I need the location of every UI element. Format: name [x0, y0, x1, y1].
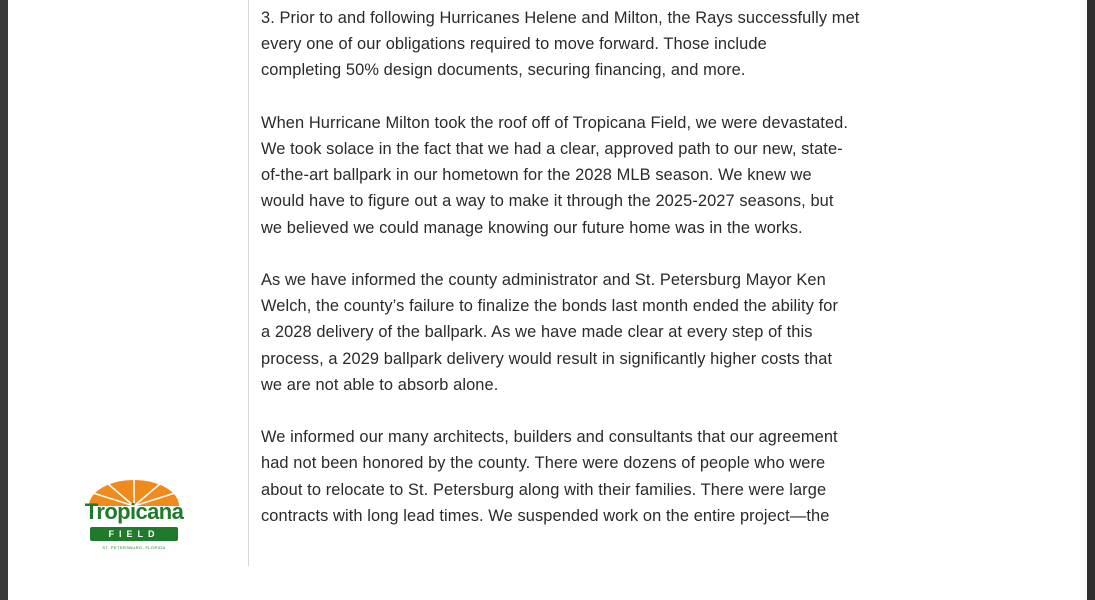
text-line: When Hurricane Milton took the roof off of Tropicana Field, we were devastated.: [261, 113, 849, 132]
text-line: about to relocate to St. Petersburg along with their families. There were large: [261, 480, 827, 499]
paragraph-1: [261, 5, 981, 84]
paragraph-4: [261, 424, 981, 529]
margin-rule: [248, 0, 249, 566]
text-line: completing 50% design documents, securing financing, and more.: [261, 61, 746, 80]
text-line: We took solace in the fact that we had a clear, approved path to our new, state-: [261, 140, 843, 158]
document-body: [261, 5, 981, 555]
text-line: of-the-art ballpark in our hometown for the 2028 MLB season. We knew we: [261, 166, 812, 185]
left-bezel: [0, 0, 8, 600]
text-line: we are not able to absorb alone.: [261, 375, 499, 394]
logo-wordmark: Tropicana: [84, 499, 184, 524]
logo-tagline: ST. PETERSBURG, FLORIDA: [102, 545, 166, 550]
text-line: We informed our many architects, builders and consultants that our agreement: [261, 428, 838, 447]
text-line: contracts with long lead times. We suspended work on the entire project—the: [261, 506, 830, 525]
paragraph-2: [261, 110, 981, 241]
text-line: every one of our obligations required to move forward. Those include: [261, 35, 767, 54]
logo-band: FIELD: [90, 527, 178, 541]
right-bezel: [1087, 0, 1095, 600]
text-line: had not been honored by the county. There were dozens of people who were: [261, 454, 826, 473]
text-line: we believed we could manage knowing our future home was in the works.: [261, 218, 803, 237]
document-page: [8, 0, 1087, 600]
text-line: would have to figure out a way to make it through the 2025-2027 seasons, but: [261, 192, 834, 211]
tropicana-field-logo: [81, 480, 187, 558]
text-line: process, a 2029 ballpark delivery would result in significantly higher costs that: [261, 349, 833, 368]
paragraph-3: [261, 267, 981, 398]
text-line: 3. Prior to and following Hurricanes Helene and Milton, the Rays successfully met: [261, 9, 860, 27]
text-line: Welch, the county’s failure to finalize the bonds last month ended the ability for: [261, 297, 839, 316]
text-line: a 2028 delivery of the ballpark. As we have made clear at every step of this: [261, 323, 813, 342]
text-line: As we have informed the county administrator and St. Petersburg Mayor Ken: [261, 271, 826, 289]
